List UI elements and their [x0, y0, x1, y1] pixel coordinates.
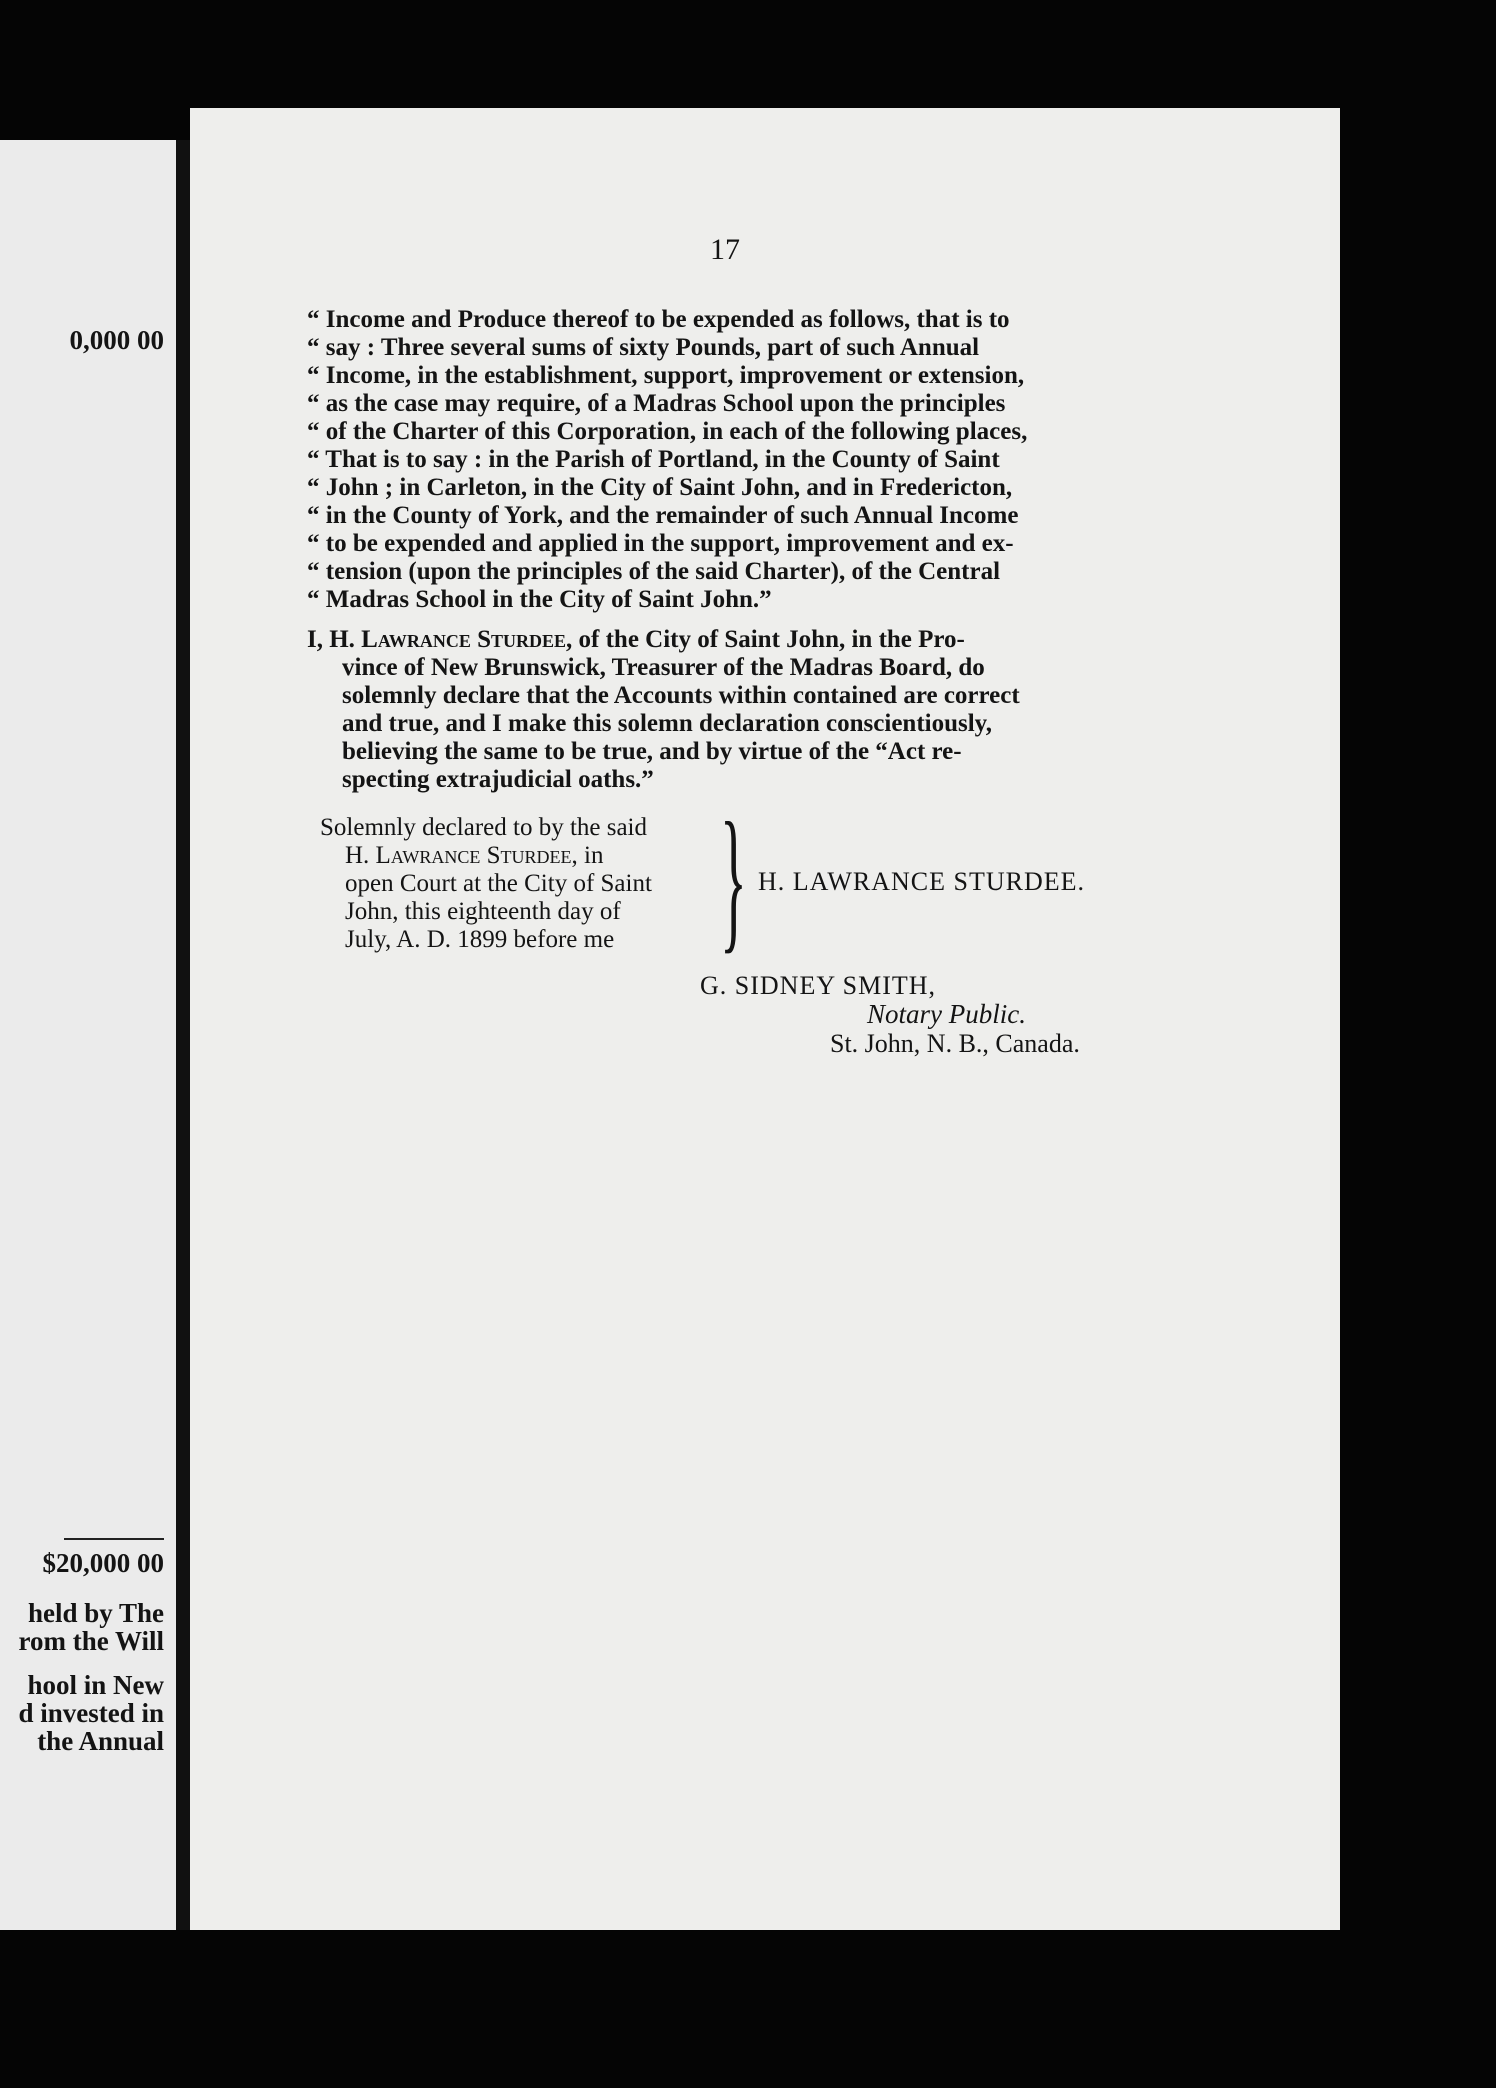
left-line: d invested in [18, 1698, 164, 1728]
declaration-line: specting extrajudicial oaths.” [342, 766, 654, 793]
quote-line: “ of the Charter of this Corporation, in each of the following places, [307, 418, 1028, 445]
jurat-line: July, A. D. 1899 before me [345, 926, 615, 953]
declaration-line: solemnly declare that the Accounts within contained are correct [342, 682, 1020, 709]
left-facing-page [0, 140, 178, 1930]
quote-line: “ to be expended and applied in the support, improvement and ex- [307, 530, 1014, 557]
declaration-first-suffix: , of the City of Saint John, in the Pro- [566, 626, 965, 653]
declaration-first-line [307, 626, 965, 654]
notary-name: G. SIDNEY SMITH, [700, 971, 937, 1000]
quote-line: “ That is to say : in the Parish of Portland, in the County of Saint [307, 446, 1000, 473]
declaration-line: vince of New Brunswick, Treasurer of the Madras Board, do [342, 654, 985, 681]
declaration-line: believing the same to be true, and by virtue of the “Act re- [342, 738, 962, 765]
left-line: the Annual [37, 1726, 164, 1756]
right-page [190, 108, 1340, 1930]
jurat-line-name [345, 842, 603, 870]
quote-line: “ John ; in Carleton, in the City of Saint John, and in Fredericton, [307, 474, 1013, 501]
quote-line: “ Income, in the establishment, support, improvement or extension, [307, 362, 1025, 389]
jurat-line: John, this eighteenth day of [345, 898, 621, 925]
jurat-line2-suffix: , in [571, 842, 604, 869]
jurat-line: Solemnly declared to by the said [320, 814, 648, 841]
declaration-line: and true, and I make this solemn declaration conscientiously, [342, 710, 993, 737]
left-total: $20,000 00 [42, 1548, 164, 1578]
quote-line: “ as the case may require, of a Madras School upon the principles [307, 390, 1006, 417]
left-line: hool in New [27, 1670, 164, 1700]
signature-name: H. LAWRANCE STURDEE. [758, 867, 1086, 896]
quote-line: “ Income and Produce thereof to be expended as follows, that is to [307, 306, 1010, 333]
left-line: rom the Will [18, 1626, 164, 1656]
total-rule [64, 1538, 164, 1540]
quote-line: “ say : Three several sums of sixty Pounds, part of such Annual [307, 334, 980, 361]
notary-location: St. John, N. B., Canada. [830, 1029, 1080, 1058]
quote-line: “ in the County of York, and the remainder of such Annual Income [307, 502, 1019, 529]
declaration-prefix: I, [307, 626, 330, 653]
left-line: held by The [27, 1598, 164, 1628]
left-top-amount: 0,000 00 [69, 325, 164, 355]
quote-line: “ tension (upon the principles of the said Charter), of the Central [307, 558, 1001, 585]
page-number: 17 [710, 233, 740, 266]
curly-brace: } [720, 789, 747, 967]
jurat-line: open Court at the City of Saint [345, 870, 652, 897]
quote-line: “ Madras School in the City of Saint John.” [307, 586, 772, 613]
notary-title: Notary Public. [867, 999, 1026, 1029]
jurat-declarant-name: H. Lawrance Sturdee [345, 842, 572, 869]
declarant-name: H. Lawrance Sturdee [329, 626, 567, 653]
